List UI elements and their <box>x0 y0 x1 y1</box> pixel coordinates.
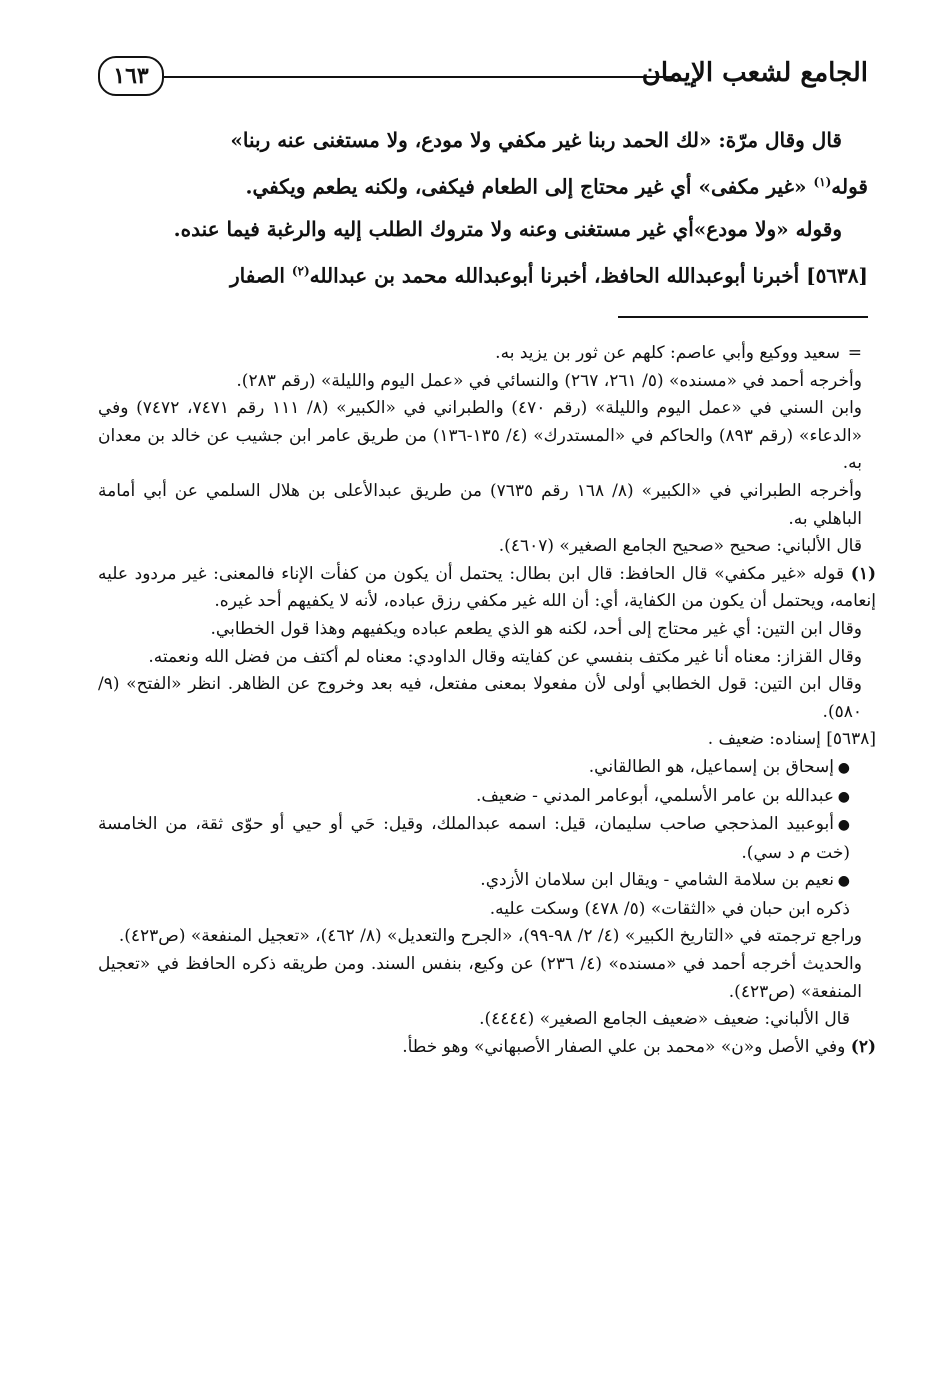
main-paragraph <box>98 253 868 294</box>
footnote-line <box>98 340 876 368</box>
footnote-line: وقال ابن التين: قول الخطابي أولى لأن مفعولا بمعنى مفتعل، فيه بعد وخروج عن الظاهر. انظر «الفتح» (٩/ ٥٨٠). <box>98 674 862 722</box>
footnote-line: وقال ابن التين: أي غير محتاج إلى أحد، لكنه هو الذي يطعم عباده ويكفيهم وهذا قول الخطابي. <box>210 618 862 639</box>
main-text-span: الصفار <box>230 263 292 288</box>
narrator-item <box>98 867 876 896</box>
footnote-line: ذكره ابن حبان في «الثقات» (٥/ ٤٧٨) وسكت عليه. <box>489 898 850 919</box>
header-rule <box>162 76 672 78</box>
footnote-ref: (١) <box>813 175 832 189</box>
continuation-marker: = <box>847 343 862 363</box>
footnote-1 <box>98 561 876 616</box>
bullet-icon: ● <box>837 788 850 805</box>
footnote-line: وراجع ترجمته في «التاريخ الكبير» (٤/ ٢/ ٩٨-٩٩)، «الجرح والتعديل» (٨/ ٤٦٢)، «تعجيل المنفعة» (ص٤٢٣). <box>118 926 862 947</box>
footnote-text: وفي الأصل و«ن» «محمد بن علي الصفار الأصبهاني» وهو خطأ. <box>402 1036 846 1057</box>
main-paragraph: قال وقال مرّة: «لك الحمد ربنا غير مكفي ولا مودع، ولا مستغنى عنه ربنا» <box>230 128 842 152</box>
narrator-text: إسحاق بن إسماعيل، هو الطالقاني. <box>588 756 834 777</box>
footnote-ref: (٢) <box>291 263 310 278</box>
footnote-line: قال الألباني: ضعيف «ضعيف الجامع الصغير» (٤٤٤٤). <box>479 1009 850 1030</box>
running-title: الجامع لشعب الإيمان <box>641 58 868 88</box>
footnote-line: وأخرجه أحمد في «مسنده» (٥/ ٢٦١، ٢٦٧) والنسائي في «عمل اليوم والليلة» (رقم ٢٨٣). <box>236 370 862 391</box>
footnote-divider <box>618 316 868 318</box>
narrator-text: نعيم بن سلامة الشامي - ويقال ابن سلامان الأزدي. <box>480 870 834 891</box>
narrator-item <box>98 754 876 783</box>
main-text-span: «غير مكفى» أي غير محتاج إلى الطعام فيكفى، ولكنه يطعم ويكفي. <box>245 174 814 199</box>
main-text <box>98 122 868 299</box>
footnotes <box>98 340 876 1061</box>
footnote-text: سعيد ووكيع وأبي عاصم: كلهم عن ثور بن يزيد به. <box>495 343 840 363</box>
footnote-line: قال الألباني: صحيح «صحيح الجامع الصغير» (٤٦٠٧). <box>498 536 862 557</box>
footnote-2 <box>98 1034 876 1062</box>
narrator-text: عبدالله بن عامر الأسلمي، أبوعامر المدني - ضعيف. <box>475 785 834 806</box>
narrator-item <box>98 783 876 812</box>
footnote-line: وأخرجه الطبراني في «الكبير» (٨/ ١٦٨ رقم ٧٦٣٥) من طريق عبدالأعلى بن هلال السلمي عن أبي أمامة الباهلي به. <box>98 480 863 529</box>
bullet-icon: ● <box>837 759 850 776</box>
footnote-line: والحديث أخرجه أحمد في «مسنده» (٤/ ٢٣٦) عن وكيع، بنفس السند. ومن طريقه ذكره الحافظ في «تعجيل المنفعة» (ص٤٢٣). <box>98 954 862 1002</box>
page-header <box>98 52 868 102</box>
bullet-icon: ● <box>837 817 850 834</box>
narrator-text: أبوعبيد المذحجي صاحب سليمان، قيل: اسمه عبدالملك، وقيل: حَي أو حيي أو حوّى ثقة، من الخامسة (خت م د سي). <box>98 814 850 863</box>
bullet-icon: ● <box>837 873 850 890</box>
main-text-span: قوله <box>831 174 868 199</box>
footnote-line: وابن السني في «عمل اليوم والليلة» (رقم ٤٧٠) والطبراني في «الكبير» (٨/ ١١١ رقم ٧٤٧١، ٧٤٧٢) وفي «الدعاء» (رقم ٨٩٣) والحاكم في «المستدرك» (٤/ ١٣٥-١٣٦) من طريق عامر ابن جشيب عن خالد بن معدان به. <box>98 398 863 474</box>
footnote-text: قوله «غير مكفي» قال الحافظ: قال ابن بطال: يحتمل أن يكون من كفأت الإناء فالمعنى: غير مردود عليه إنعامه، ويحتمل أن يكون من الكفاية، أي: أن الله غير مكفي رزق عباده، لأنه لا يكفيهم أحد غيره. <box>98 563 876 612</box>
main-text-span: [٥٦٣٨] أخبرنا أبوعبدالله الحافظ، أخبرنا أبوعبدالله محمد بن عبدالله <box>309 263 868 288</box>
narrator-item <box>98 811 876 867</box>
main-paragraph: وقوله «ولا مودع»أي غير مستغنى وعنه ولا متروك الطلب إليه والرغبة فيما عنده. <box>173 216 842 241</box>
footnote-line: وقال القزاز: معناه أنا غير مكتف بنفسي عن كفايته وقال الداودي: معناه لم أكتف من فضل الله ونعمته. <box>148 646 862 667</box>
footnote-number: (٢) <box>850 1036 876 1057</box>
isnad-line: [٥٦٣٨] إسناده: ضعيف . <box>707 729 876 750</box>
footnote-number: (١) <box>850 563 876 584</box>
main-paragraph <box>98 164 868 205</box>
page-number: ١٦٣ <box>98 56 164 96</box>
